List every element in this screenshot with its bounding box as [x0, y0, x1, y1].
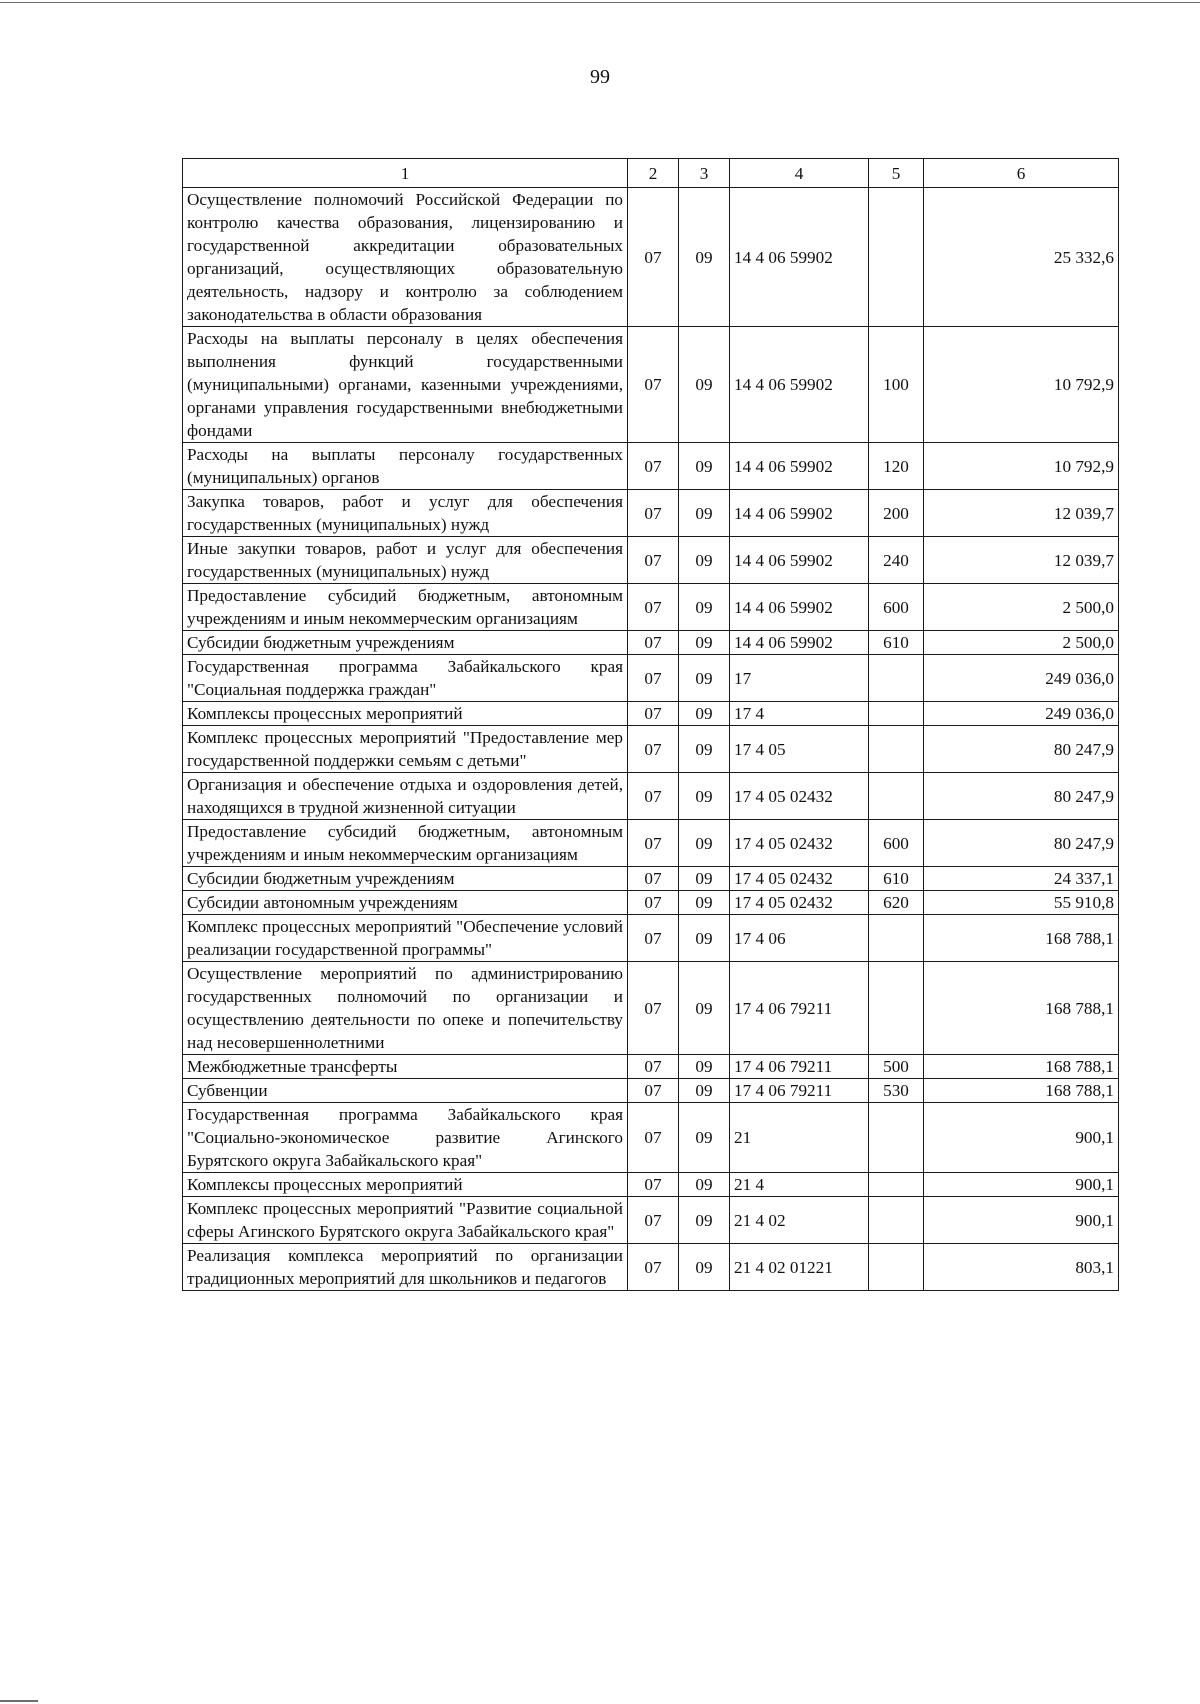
row-subsection-cell: 09 [679, 631, 730, 655]
row-amount-cell: 249 036,0 [924, 702, 1119, 726]
row-subsection-cell: 09 [679, 891, 730, 915]
row-amount-cell: 168 788,1 [924, 915, 1119, 962]
row-section-cell: 07 [628, 188, 679, 327]
row-expense-type-cell: 610 [869, 631, 924, 655]
row-expense-type-cell: 100 [869, 327, 924, 443]
row-target-code-cell: 17 4 05 02432 [730, 820, 869, 867]
row-section-cell: 07 [628, 655, 679, 702]
row-subsection-cell: 09 [679, 1197, 730, 1244]
table-row [183, 891, 1119, 915]
row-amount-cell: 168 788,1 [924, 962, 1119, 1055]
row-name-cell: Государственная программа Забайкальского края "Социально-экономическое развитие Агинского Бурятского округа Забайкальского края" [183, 1103, 628, 1173]
row-target-code-cell: 14 4 06 59902 [730, 584, 869, 631]
row-expense-type-cell [869, 1244, 924, 1291]
row-subsection-cell: 09 [679, 702, 730, 726]
row-amount-cell: 900,1 [924, 1103, 1119, 1173]
row-subsection-cell: 09 [679, 773, 730, 820]
table-row [183, 631, 1119, 655]
row-name-cell: Комплекс процессных мероприятий "Предоставление мер государственной поддержки семьям с детьми" [183, 726, 628, 773]
row-target-code-cell: 17 4 06 79211 [730, 1055, 869, 1079]
row-name-cell: Комплекс процессных мероприятий "Развитие социальной сферы Агинского Бурятского округа Забайкальского края" [183, 1197, 628, 1244]
row-subsection-cell: 09 [679, 537, 730, 584]
row-name-cell: Расходы на выплаты персоналу государственных (муниципальных) органов [183, 443, 628, 490]
row-amount-cell: 803,1 [924, 1244, 1119, 1291]
row-amount-cell: 168 788,1 [924, 1055, 1119, 1079]
table-row [183, 1055, 1119, 1079]
row-name-cell: Закупка товаров, работ и услуг для обеспечения государственных (муниципальных) нужд [183, 490, 628, 537]
row-target-code-cell: 17 4 05 [730, 726, 869, 773]
row-section-cell: 07 [628, 702, 679, 726]
row-amount-cell: 900,1 [924, 1173, 1119, 1197]
row-expense-type-cell: 600 [869, 584, 924, 631]
row-section-cell: 07 [628, 867, 679, 891]
header-col-5: 5 [869, 159, 924, 188]
table-row [183, 962, 1119, 1055]
row-amount-cell: 168 788,1 [924, 1079, 1119, 1103]
row-subsection-cell: 09 [679, 867, 730, 891]
row-amount-cell: 10 792,9 [924, 443, 1119, 490]
table-row [183, 1197, 1119, 1244]
row-amount-cell: 80 247,9 [924, 726, 1119, 773]
row-subsection-cell: 09 [679, 327, 730, 443]
row-name-cell: Реализация комплекса мероприятий по организации традиционных мероприятий для школьников и педагогов [183, 1244, 628, 1291]
row-target-code-cell: 14 4 06 59902 [730, 327, 869, 443]
row-section-cell: 07 [628, 891, 679, 915]
row-section-cell: 07 [628, 962, 679, 1055]
row-amount-cell: 12 039,7 [924, 537, 1119, 584]
table-row [183, 726, 1119, 773]
table-row [183, 188, 1119, 327]
table-row [183, 1173, 1119, 1197]
budget-table-body [183, 159, 1119, 1291]
row-section-cell: 07 [628, 490, 679, 537]
row-section-cell: 07 [628, 1244, 679, 1291]
page-number: 99 [590, 66, 610, 88]
row-subsection-cell: 09 [679, 726, 730, 773]
row-expense-type-cell: 240 [869, 537, 924, 584]
row-amount-cell: 12 039,7 [924, 490, 1119, 537]
row-section-cell: 07 [628, 1173, 679, 1197]
row-name-cell: Предоставление субсидий бюджетным, автономным учреждениям и иным некоммерческим организациям [183, 584, 628, 631]
row-expense-type-cell: 120 [869, 443, 924, 490]
row-expense-type-cell [869, 962, 924, 1055]
row-section-cell: 07 [628, 1197, 679, 1244]
row-expense-type-cell: 200 [869, 490, 924, 537]
row-expense-type-cell [869, 726, 924, 773]
row-amount-cell: 249 036,0 [924, 655, 1119, 702]
table-row [183, 1103, 1119, 1173]
row-subsection-cell: 09 [679, 584, 730, 631]
row-amount-cell: 80 247,9 [924, 773, 1119, 820]
row-section-cell: 07 [628, 726, 679, 773]
row-amount-cell: 2 500,0 [924, 584, 1119, 631]
table-row [183, 584, 1119, 631]
row-expense-type-cell [869, 188, 924, 327]
row-target-code-cell: 14 4 06 59902 [730, 188, 869, 327]
row-target-code-cell: 21 4 02 [730, 1197, 869, 1244]
row-section-cell: 07 [628, 631, 679, 655]
row-section-cell: 07 [628, 1103, 679, 1173]
row-amount-cell: 55 910,8 [924, 891, 1119, 915]
row-subsection-cell: 09 [679, 188, 730, 327]
row-amount-cell: 25 332,6 [924, 188, 1119, 327]
row-subsection-cell: 09 [679, 443, 730, 490]
row-target-code-cell: 17 [730, 655, 869, 702]
row-name-cell: Государственная программа Забайкальского края "Социальная поддержка граждан" [183, 655, 628, 702]
row-subsection-cell: 09 [679, 915, 730, 962]
table-row [183, 655, 1119, 702]
row-target-code-cell: 17 4 [730, 702, 869, 726]
row-section-cell: 07 [628, 915, 679, 962]
row-name-cell: Субсидии бюджетным учреждениям [183, 867, 628, 891]
row-expense-type-cell: 600 [869, 820, 924, 867]
row-expense-type-cell [869, 1197, 924, 1244]
header-col-1: 1 [183, 159, 628, 188]
header-col-3: 3 [679, 159, 730, 188]
row-name-cell: Комплексы процессных мероприятий [183, 1173, 628, 1197]
row-section-cell: 07 [628, 537, 679, 584]
row-amount-cell: 2 500,0 [924, 631, 1119, 655]
row-expense-type-cell [869, 915, 924, 962]
row-target-code-cell: 14 4 06 59902 [730, 443, 869, 490]
row-target-code-cell: 17 4 05 02432 [730, 773, 869, 820]
row-target-code-cell: 14 4 06 59902 [730, 490, 869, 537]
row-expense-type-cell [869, 1103, 924, 1173]
row-amount-cell: 900,1 [924, 1197, 1119, 1244]
row-subsection-cell: 09 [679, 490, 730, 537]
table-row [183, 702, 1119, 726]
table-row [183, 443, 1119, 490]
row-subsection-cell: 09 [679, 1244, 730, 1291]
row-subsection-cell: 09 [679, 1055, 730, 1079]
row-expense-type-cell [869, 702, 924, 726]
row-name-cell: Субсидии бюджетным учреждениям [183, 631, 628, 655]
row-section-cell: 07 [628, 584, 679, 631]
row-subsection-cell: 09 [679, 820, 730, 867]
row-subsection-cell: 09 [679, 1173, 730, 1197]
row-expense-type-cell: 500 [869, 1055, 924, 1079]
row-target-code-cell: 17 4 06 [730, 915, 869, 962]
row-expense-type-cell: 610 [869, 867, 924, 891]
table-row [183, 537, 1119, 584]
row-amount-cell: 10 792,9 [924, 327, 1119, 443]
row-name-cell: Осуществление полномочий Российской Федерации по контролю качества образования, лицензированию и государственной аккредитации образовательных организаций, осуществляющих образовательную деятельность, надзору и контролю за соблюдением законодательства в области образования [183, 188, 628, 327]
row-expense-type-cell [869, 655, 924, 702]
header-row [183, 159, 1119, 188]
row-section-cell: 07 [628, 820, 679, 867]
row-name-cell: Комплекс процессных мероприятий "Обеспечение условий реализации государственной программы" [183, 915, 628, 962]
table-row [183, 1244, 1119, 1291]
row-name-cell: Субвенции [183, 1079, 628, 1103]
row-name-cell: Комплексы процессных мероприятий [183, 702, 628, 726]
header-col-4: 4 [730, 159, 869, 188]
table-row [183, 820, 1119, 867]
row-name-cell: Иные закупки товаров, работ и услуг для обеспечения государственных (муниципальных) нужд [183, 537, 628, 584]
row-section-cell: 07 [628, 1055, 679, 1079]
row-expense-type-cell [869, 1173, 924, 1197]
row-subsection-cell: 09 [679, 962, 730, 1055]
row-name-cell: Расходы на выплаты персоналу в целях обеспечения выполнения функций государственными (муниципальными) органами, казенными учреждениями, органами управления государственными внебюджетными фондами [183, 327, 628, 443]
header-col-6: 6 [924, 159, 1119, 188]
row-expense-type-cell [869, 773, 924, 820]
row-name-cell: Субсидии автономным учреждениям [183, 891, 628, 915]
scan-edge-line [0, 2, 1200, 3]
row-target-code-cell: 21 4 02 01221 [730, 1244, 869, 1291]
row-target-code-cell: 17 4 05 02432 [730, 867, 869, 891]
row-subsection-cell: 09 [679, 1103, 730, 1173]
header-col-2: 2 [628, 159, 679, 188]
table-row [183, 1079, 1119, 1103]
row-subsection-cell: 09 [679, 1079, 730, 1103]
row-section-cell: 07 [628, 773, 679, 820]
row-section-cell: 07 [628, 327, 679, 443]
row-expense-type-cell: 530 [869, 1079, 924, 1103]
table-row [183, 773, 1119, 820]
row-target-code-cell: 21 4 [730, 1173, 869, 1197]
row-section-cell: 07 [628, 443, 679, 490]
row-target-code-cell: 14 4 06 59902 [730, 631, 869, 655]
row-name-cell: Предоставление субсидий бюджетным, автономным учреждениям и иным некоммерческим организациям [183, 820, 628, 867]
table-row [183, 867, 1119, 891]
scan-edge-mark [0, 1700, 38, 1702]
row-name-cell: Организация и обеспечение отдыха и оздоровления детей, находящихся в трудной жизненной ситуации [183, 773, 628, 820]
table-row [183, 915, 1119, 962]
row-amount-cell: 24 337,1 [924, 867, 1119, 891]
row-target-code-cell: 17 4 05 02432 [730, 891, 869, 915]
budget-table [182, 158, 1119, 1291]
row-expense-type-cell: 620 [869, 891, 924, 915]
row-name-cell: Осуществление мероприятий по администрированию государственных полномочий по организации и осуществлению деятельности по опеке и попечительству над несовершеннолетними [183, 962, 628, 1055]
row-amount-cell: 80 247,9 [924, 820, 1119, 867]
row-target-code-cell: 17 4 06 79211 [730, 962, 869, 1055]
table-row [183, 327, 1119, 443]
row-target-code-cell: 21 [730, 1103, 869, 1173]
row-subsection-cell: 09 [679, 655, 730, 702]
row-name-cell: Межбюджетные трансферты [183, 1055, 628, 1079]
row-section-cell: 07 [628, 1079, 679, 1103]
row-target-code-cell: 17 4 06 79211 [730, 1079, 869, 1103]
table-row [183, 490, 1119, 537]
row-target-code-cell: 14 4 06 59902 [730, 537, 869, 584]
